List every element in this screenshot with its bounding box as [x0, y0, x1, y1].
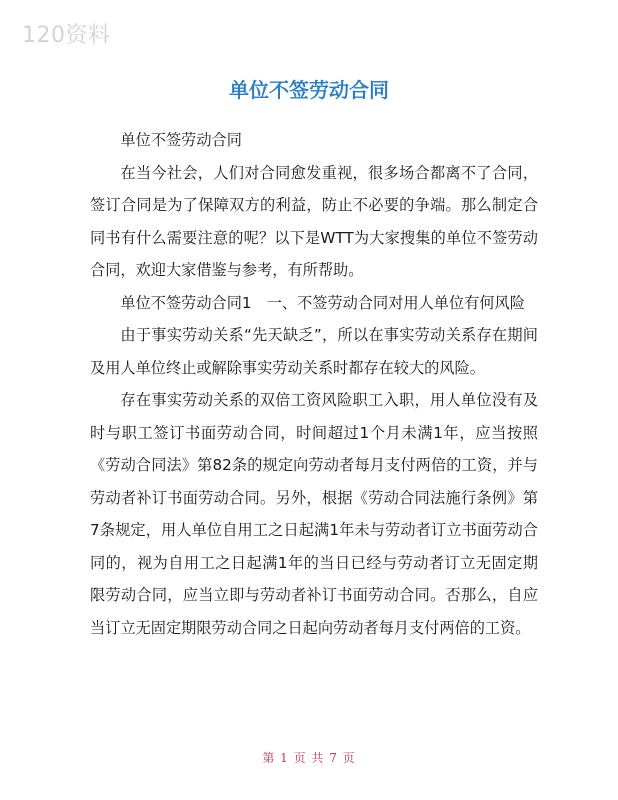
document-title: 单位不签劳动合同 [229, 78, 389, 102]
page-footer: 第 1 页 共 7 页 [262, 751, 356, 765]
paragraph-risk: 由于事实劳动关系“先天缺乏”，所以在事实劳动关系存在期间及用人单位终止或解除事实劳动关系时都存在较大的风险。 [90, 326, 538, 377]
paragraph-heading: 单位不签劳动合同 [120, 131, 242, 149]
paragraph-double-wage: 存在事实劳动关系的双倍工资风险职工入职，用人单位没有及时与职工签订书面劳动合同，时间超过1个月未满1年，应当按照《劳动合同法》第82条的规定向劳动者每月支付两倍的工资，并与劳动者补订书面劳动合同。另外，根据《劳动合同法施行条例》第7条规定，用人单位自用工之日起满1年未与劳动者订立书面劳动合同的，视为自用工之日起满1年的当日已经与劳动者订立无固定期限劳动合同，应当立即与劳动者补订书面劳动合同。否那么，自应当订立无固定期限劳动合同之日起向劳动者每月支付两倍的工资。 [90, 391, 538, 637]
paragraph-intro: 在当今社会，人们对合同愈发重视，很多场合都离不了合同，签订合同是为了保障双方的利益，防止不必要的争端。那么制定合同书有什么需要注意的呢？以下是WTT为大家搜集的单位不签劳动合同，欢迎大家借鉴与参考，有所帮助。 [90, 163, 538, 279]
document-body [90, 124, 538, 644]
paragraph-section-heading: 单位不签劳动合同1 一、不签劳动合同对用人单位有何风险 [120, 293, 525, 312]
watermark: 120资料 [22, 23, 111, 48]
